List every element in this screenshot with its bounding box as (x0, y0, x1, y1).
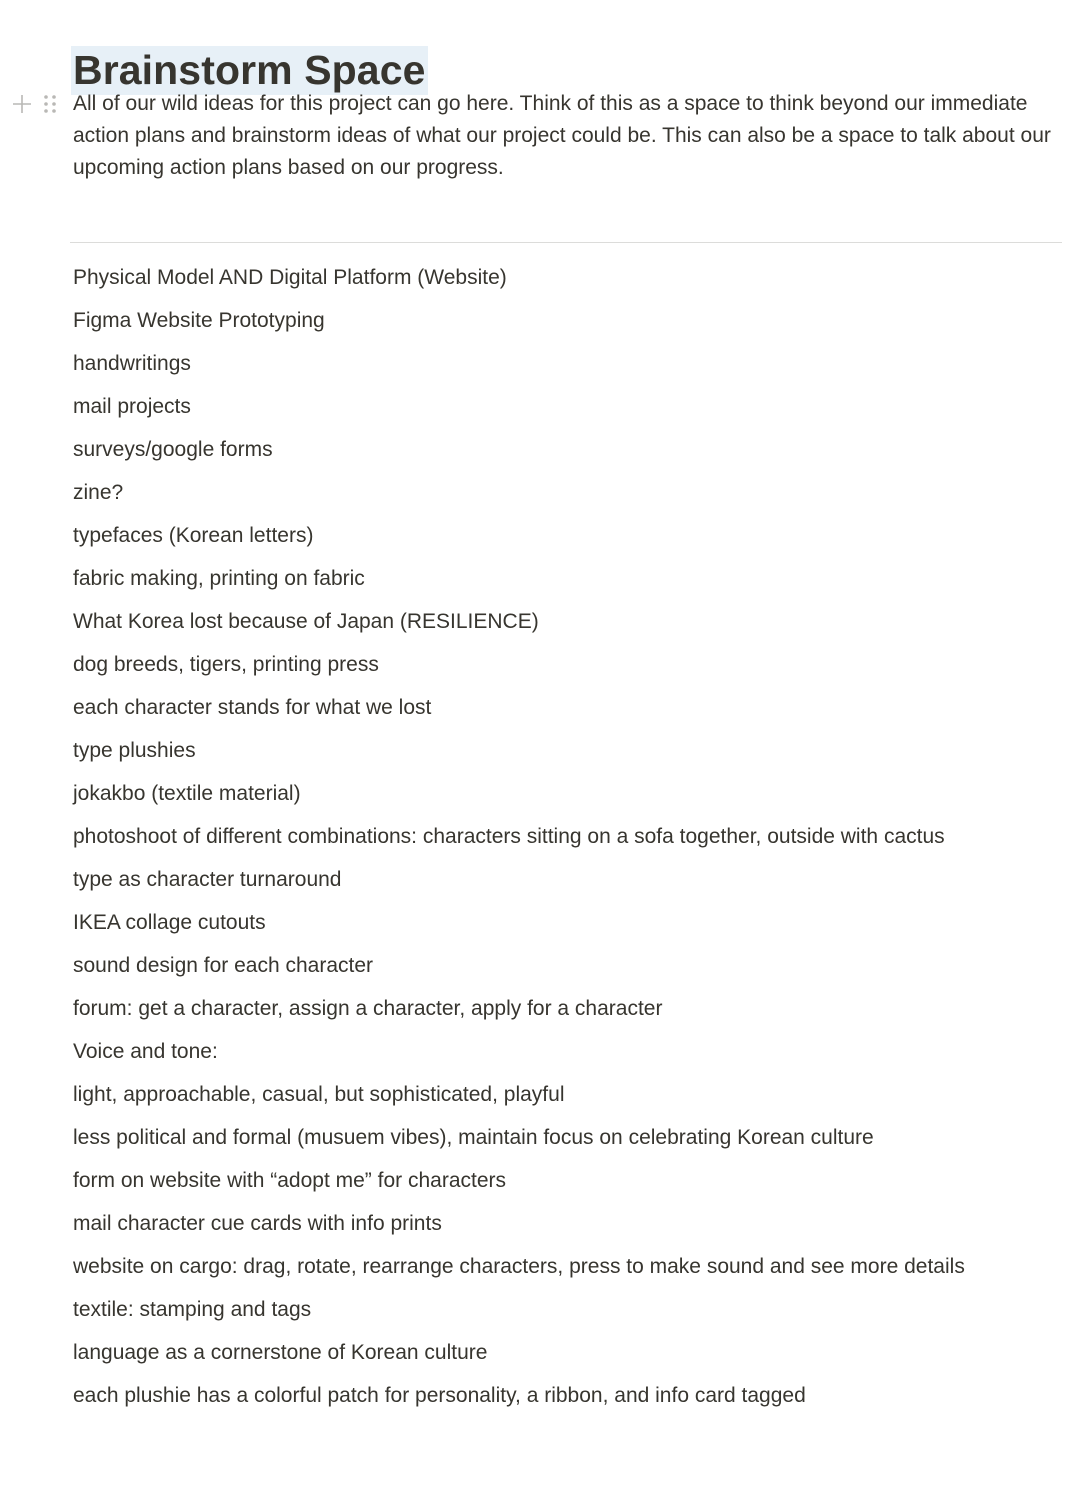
idea-item[interactable]: website on cargo: drag, rotate, rearrange characters, press to make sound and see more details (73, 1255, 965, 1278)
ideas-list (73, 262, 1063, 1423)
idea-item[interactable]: each plushie has a colorful patch for personality, a ribbon, and info card tagged (73, 1384, 806, 1407)
idea-item[interactable]: surveys/google forms (73, 438, 273, 461)
idea-item[interactable]: Figma Website Prototyping (73, 309, 325, 332)
idea-item[interactable]: less political and formal (musuem vibes), maintain focus on celebrating Korean culture (73, 1126, 874, 1149)
idea-item[interactable]: mail projects (73, 395, 191, 418)
idea-item[interactable]: photoshoot of different combinations: characters sitting on a sofa together, outside with cactus (73, 825, 945, 848)
idea-item[interactable]: handwritings (73, 352, 191, 375)
intro-paragraph[interactable]: All of our wild ideas for this project can go here. Think of this as a space to think beyond our immediate action plans and brainstorm ideas of what our project could be. This can also be a space to talk about our upcoming action plans based on our progress. (73, 92, 1051, 179)
idea-item[interactable]: fabric making, printing on fabric (73, 567, 365, 590)
idea-item[interactable]: typefaces (Korean letters) (73, 524, 314, 547)
idea-item[interactable]: type plushies (73, 739, 196, 762)
idea-item[interactable]: forum: get a character, assign a character, apply for a character (73, 997, 663, 1020)
idea-item[interactable]: light, approachable, casual, but sophisticated, playful (73, 1083, 565, 1106)
idea-item[interactable]: IKEA collage cutouts (73, 911, 266, 934)
idea-item[interactable]: form on website with “adopt me” for characters (73, 1169, 507, 1192)
idea-item[interactable]: Physical Model AND Digital Platform (Website) (73, 266, 507, 289)
page-title[interactable]: Brainstorm Space (73, 47, 426, 94)
idea-item[interactable]: language as a cornerstone of Korean culture (73, 1341, 488, 1364)
idea-item[interactable]: mail character cue cards with info prints (73, 1212, 442, 1235)
plus-icon[interactable] (12, 92, 32, 116)
idea-item[interactable]: each character stands for what we lost (73, 696, 432, 719)
idea-item[interactable]: zine? (73, 481, 124, 504)
divider (70, 242, 1062, 243)
idea-item[interactable]: What Korea lost because of Japan (RESILIENCE) (73, 610, 539, 633)
idea-item[interactable]: type as character turnaround (73, 868, 342, 891)
idea-item[interactable]: Voice and tone: (73, 1040, 218, 1063)
idea-item[interactable]: dog breeds, tigers, printing press (73, 653, 379, 676)
idea-item[interactable]: textile: stamping and tags (73, 1298, 312, 1321)
idea-item[interactable]: jokakbo (textile material) (73, 782, 301, 805)
block-controls (12, 92, 60, 116)
idea-item[interactable]: sound design for each character (73, 954, 374, 977)
drag-handle-icon[interactable] (40, 92, 60, 116)
